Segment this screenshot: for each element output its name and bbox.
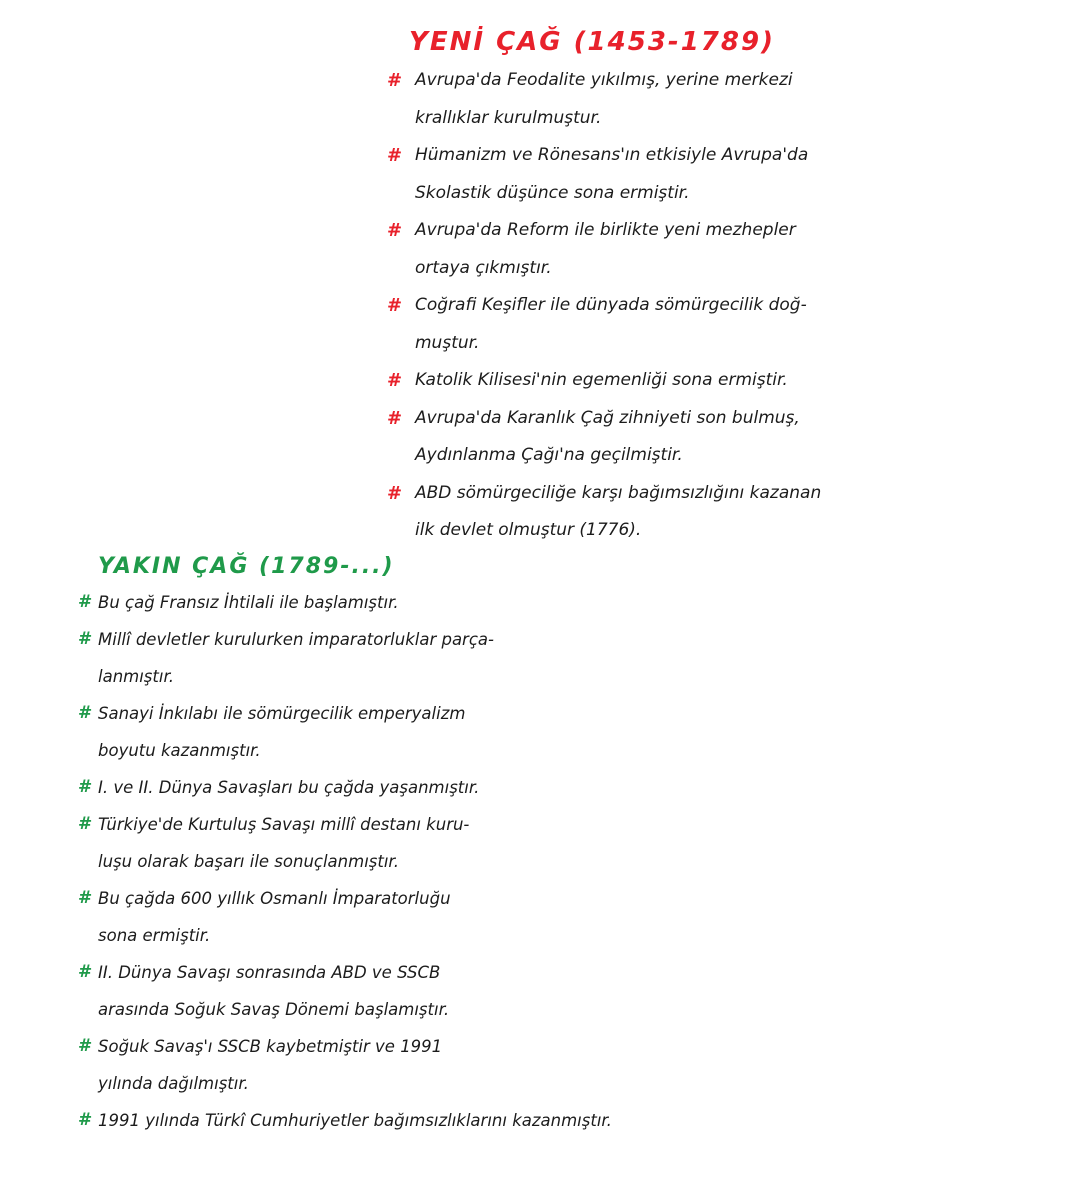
list-item (385, 400, 865, 475)
list-item-text: I. ve II. Dünya Savaşları bu çağda yaşanmıştır. (98, 778, 480, 797)
list-item (385, 475, 865, 550)
hash-bullet-icon: # (78, 592, 93, 612)
hash-bullet-icon: # (78, 1036, 93, 1056)
hash-bullet-icon: # (387, 220, 403, 241)
yakin-cag-section (76, 550, 716, 1139)
list-item (76, 806, 716, 880)
list-item (76, 769, 716, 806)
list-item (385, 362, 865, 400)
hash-bullet-icon: # (387, 70, 403, 91)
yeni-cag-list (385, 62, 865, 550)
yakin-cag-list (76, 584, 716, 1139)
list-item (76, 1102, 716, 1139)
hash-bullet-icon: # (78, 1110, 93, 1130)
hash-bullet-icon: # (78, 703, 93, 723)
list-item-text: Coğrafi Keşifler ile dünyada sömürgecilik doğ- muştur. (415, 295, 807, 353)
hash-bullet-icon: # (387, 370, 403, 391)
list-item (385, 137, 865, 212)
list-item-text: Avrupa'da Feodalite yıkılmış, yerine merkezi krallıklar kurulmuştur. (415, 70, 793, 128)
list-item-text: Avrupa'da Reform ile birlikte yeni mezhepler ortaya çıkmıştır. (415, 220, 796, 278)
hash-bullet-icon: # (78, 777, 93, 797)
list-item (76, 880, 716, 954)
hash-bullet-icon: # (78, 629, 93, 649)
list-item-text: Hümanizm ve Rönesans'ın etkisiyle Avrupa'da Skolastik düşünce sona ermiştir. (415, 145, 809, 203)
list-item (76, 1028, 716, 1102)
list-item-text: Katolik Kilisesi'nin egemenliği sona ermiştir. (415, 370, 788, 390)
yeni-cag-section (385, 22, 865, 550)
list-item-text: Millî devletler kurulurken imparatorluklar parça- lanmıştır. (98, 630, 494, 686)
list-item-text: Bu çağda 600 yıllık Osmanlı İmparatorluğu sona ermiştir. (98, 889, 451, 945)
list-item-text: Bu çağ Fransız İhtilali ile başlamıştır. (98, 593, 399, 612)
list-item-text: Türkiye'de Kurtuluş Savaşı millî destanı kuru- luşu olarak başarı ile sonuçlanmıştır. (98, 815, 470, 871)
hash-bullet-icon: # (78, 888, 93, 908)
list-item (385, 287, 865, 362)
list-item (385, 62, 865, 137)
list-item-text: Soğuk Savaş'ı SSCB kaybetmiştir ve 1991 yılında dağılmıştır. (98, 1037, 443, 1093)
hash-bullet-icon: # (387, 407, 403, 429)
list-item-text: Sanayi İnkılabı ile sömürgecilik emperyalizm boyutu kazanmıştır. (98, 704, 466, 760)
list-item-text: 1991 yılında Türkî Cumhuriyetler bağımsızlıklarını kazanmıştır. (98, 1111, 612, 1130)
list-item-text: Avrupa'da Karanlık Çağ zihniyeti son bulmuş, Aydınlanma Çağı'na geçilmiştir. (415, 407, 800, 465)
list-item (76, 621, 716, 695)
hash-bullet-icon: # (387, 295, 403, 316)
yeni-cag-title: YENİ ÇAĞ (1453-1789) (409, 27, 775, 57)
hash-bullet-icon: # (78, 962, 93, 982)
list-item-text: II. Dünya Savaşı sonrasında ABD ve SSCB arasında Soğuk Savaş Dönemi başlamıştır. (98, 963, 450, 1019)
list-item (76, 954, 716, 1028)
list-item-text: ABD sömürgeciliğe karşı bağımsızlığını kazanan ilk devlet olmuştur (1776). (415, 482, 822, 540)
list-item (76, 695, 716, 769)
list-item (385, 212, 865, 287)
hash-bullet-icon: # (78, 814, 93, 834)
yakin-cag-title: YAKIN ÇAĞ (1789-...) (98, 554, 395, 579)
hash-bullet-icon: # (387, 482, 403, 504)
hash-bullet-icon: # (387, 145, 403, 166)
list-item (76, 584, 716, 621)
